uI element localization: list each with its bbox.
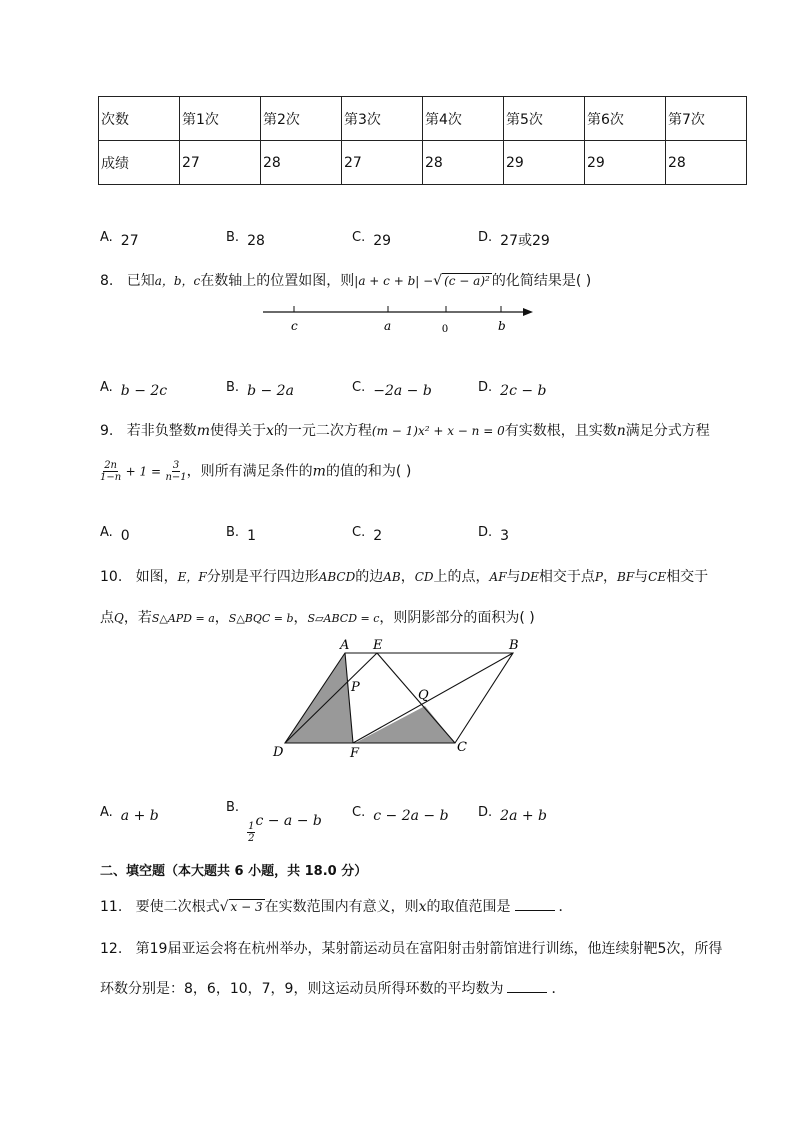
axis-label-a: a	[384, 319, 392, 333]
q10-option-c[interactable]: C. c − 2a − b	[352, 805, 449, 824]
label-E: E	[373, 638, 383, 653]
q7-option-a[interactable]: A. 27	[100, 230, 139, 249]
shaded-triangle-left	[285, 653, 353, 743]
question-11: 11. 要使二次根式√ x − 3 在实数范围内有意义，则x的取值范围是 ．	[100, 899, 573, 915]
table-cell: 次数	[99, 97, 180, 141]
q8-option-b[interactable]: B. b − 2a	[226, 380, 294, 399]
q9-option-d[interactable]: D. 3	[478, 525, 510, 544]
table-cell: 28	[423, 141, 504, 185]
label-D: D	[273, 745, 284, 760]
q7-option-b[interactable]: B. 28	[226, 230, 265, 249]
label-C: C	[457, 740, 467, 755]
shaded-triangle-right	[355, 706, 455, 743]
q9-option-c[interactable]: C. 2	[352, 525, 383, 544]
answer-blank[interactable]	[515, 910, 555, 911]
label-F: F	[350, 746, 360, 761]
table-cell: 28	[666, 141, 747, 185]
label-P: P	[351, 680, 360, 695]
question-9-line-2: $\frac{2n}{1-n}$ + 1 = $\frac{3}{n-1}$ ，则所有满足条件的m的值的和为( )	[100, 460, 412, 483]
table-cell: 第2次	[261, 97, 342, 141]
question-12-line-2: 环数分别是：8，6，10，7，9，则这运动员所得环数的平均数为 ．	[100, 981, 566, 997]
table-cell: 第5次	[504, 97, 585, 141]
question-10-line-1: 10. 如图，E，F分别是平行四边形ABCD的边AB，CD上的点，AF与DE相交于点P，BF与CE相交于	[100, 569, 709, 585]
table-cell: 第4次	[423, 97, 504, 141]
parallelogram-figure	[265, 633, 535, 763]
question-12-line-1: 12. 第19届亚运会将在杭州举办，某射箭运动员在富阳射击射箭馆进行训练，他连续射靶5次，所得	[100, 941, 723, 957]
q10-option-a[interactable]: A. a + b	[100, 805, 159, 824]
question-8: 8. 已知a，b，c在数轴上的位置如图，则|a + c + b| −√ (c − a)² 的化简结果是( )	[100, 273, 592, 289]
table-cell: 第6次	[585, 97, 666, 141]
question-10-line-2: 点Q，若S△APD = a，S△BQC = b，S▱ABCD = c，则阴影部分的面积为( )	[100, 610, 535, 626]
number-line	[255, 300, 545, 340]
section-title: 二、填空题（本大题共 6 小题，共 18.0 分）	[100, 864, 368, 879]
table-cell: 29	[504, 141, 585, 185]
q8-option-c[interactable]: C. −2a − b	[352, 380, 432, 399]
q8-option-a[interactable]: A. b − 2c	[100, 380, 168, 399]
axis-label-c: c	[291, 319, 298, 333]
label-Q: Q	[418, 688, 429, 703]
q8-option-d[interactable]: D. 2c − b	[478, 380, 547, 399]
q10-option-d[interactable]: D. 2a + b	[478, 805, 548, 824]
table-row	[99, 141, 747, 185]
table-cell: 第1次	[180, 97, 261, 141]
label-B: B	[509, 638, 519, 653]
table-row	[99, 97, 747, 141]
table-cell: 第7次	[666, 97, 747, 141]
label-A: A	[340, 638, 350, 653]
table-cell: 27	[180, 141, 261, 185]
score-table	[98, 96, 747, 185]
q7-option-d[interactable]: D. 27或29	[478, 230, 550, 249]
table-cell: 第3次	[342, 97, 423, 141]
q9-option-b[interactable]: B. 1	[226, 525, 256, 544]
table-cell: 成绩	[99, 141, 180, 185]
q10-option-b[interactable]: B. $\frac{1}{2}$ c − a − b	[226, 800, 322, 844]
axis-label-b: b	[498, 319, 506, 333]
table-cell: 27	[342, 141, 423, 185]
question-9-line-1: 9. 若非负整数m使得关于x的一元二次方程(m − 1)x² + x − n = 0有实数根，且实数n满足分式方程	[100, 423, 710, 439]
table-cell: 29	[585, 141, 666, 185]
axis-label-zero: 0	[442, 321, 448, 335]
q9-option-a[interactable]: A. 0	[100, 525, 130, 544]
table-cell: 28	[261, 141, 342, 185]
q7-option-c[interactable]: C. 29	[352, 230, 392, 249]
answer-blank[interactable]	[507, 992, 547, 993]
